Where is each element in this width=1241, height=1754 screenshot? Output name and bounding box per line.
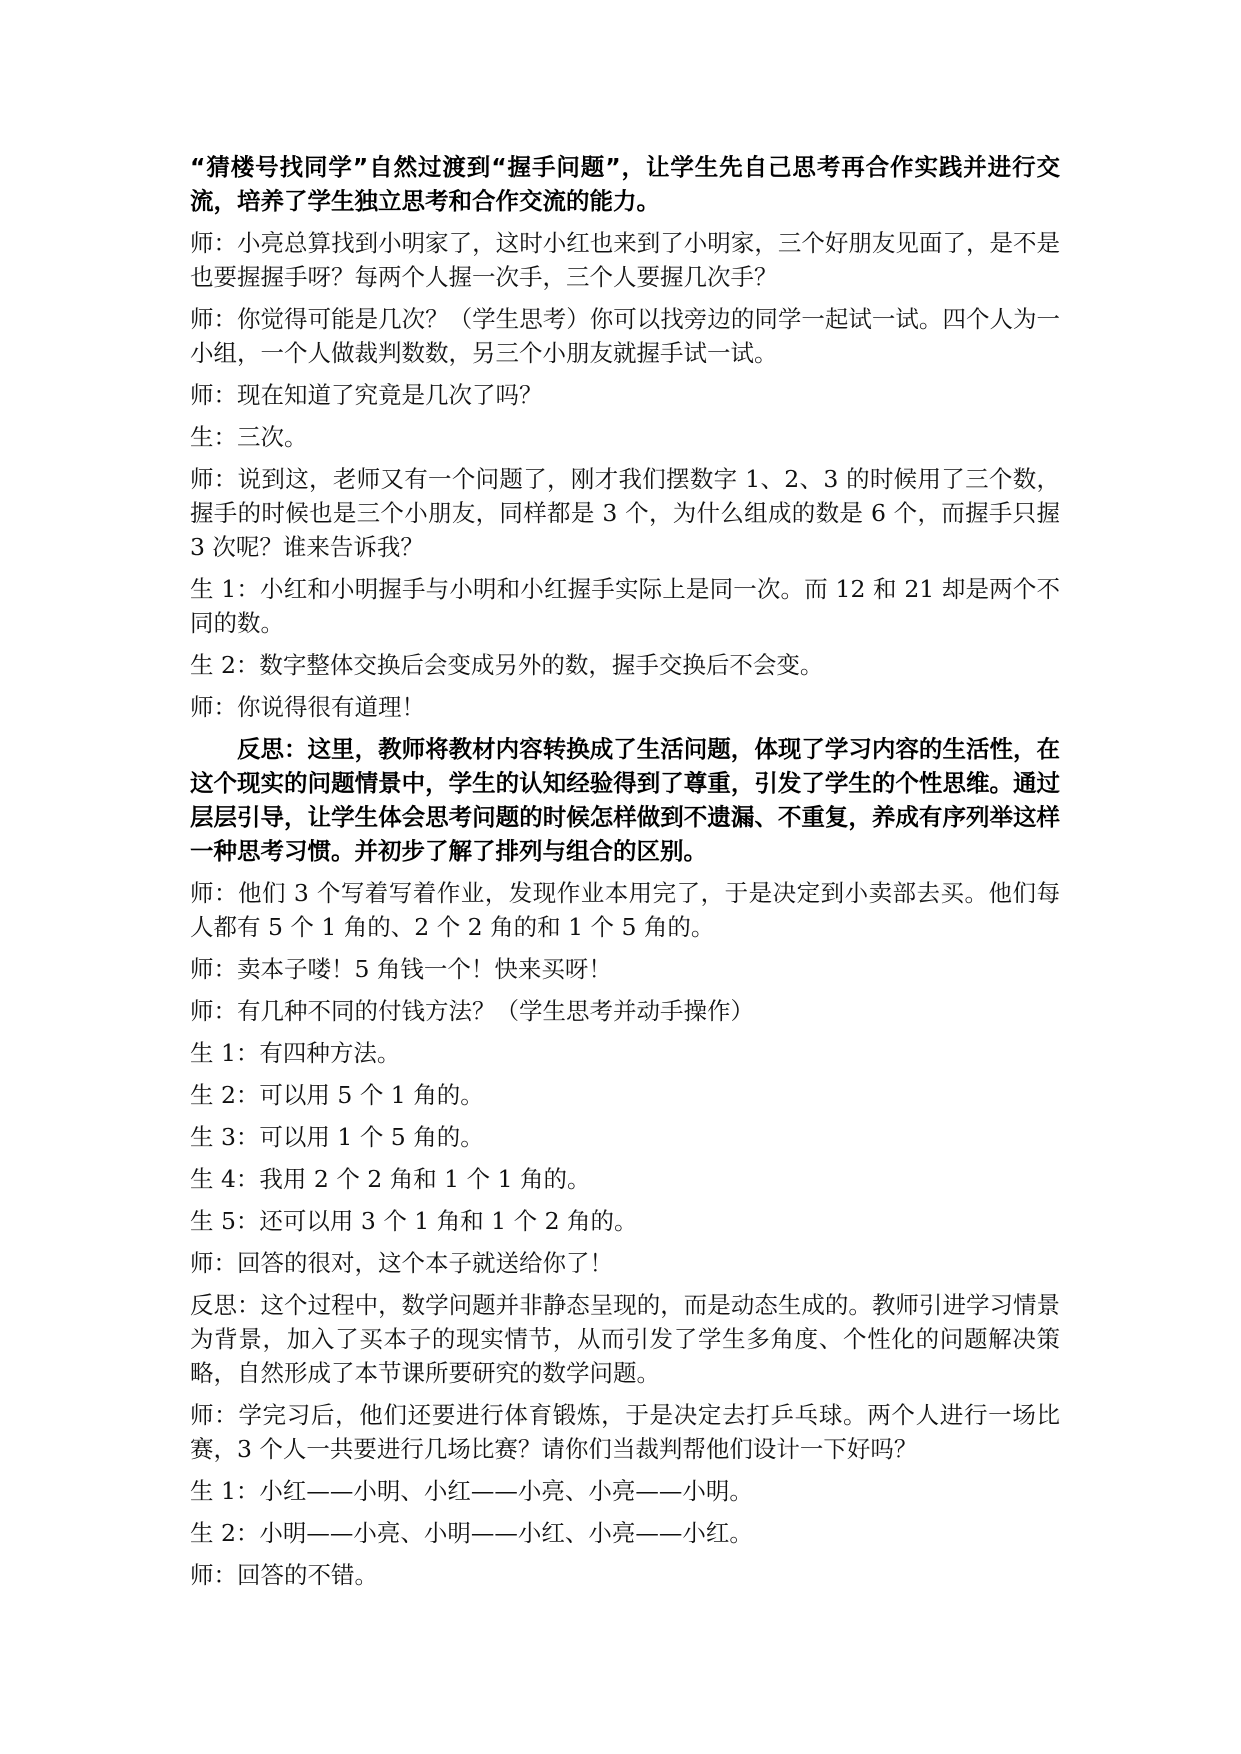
paragraph: 师：你说得很有道理！ <box>190 693 425 721</box>
reflection-paragraph: 反思：这个过程中，数学问题并非静态呈现的，而是动态生成的。教师引进学习情景为背景，加入了买本子的现实情节，从而引发了学生多角度、个性化的问题解决策略，自然形成了本节课所要研究的数学问题。 <box>190 1291 1060 1387</box>
paragraph: 师：说到这，老师又有一个问题了，刚才我们摆数字 1、2、3 的时候用了三个数，握手的时候也是三个小朋友，同样都是 3 个，为什么组成的数是 6 个，而握手只握 3 次呢？谁来告诉我？ <box>190 465 1060 561</box>
paragraph: 师：小亮总算找到小明家了，这时小红也来到了小明家，三个好朋友见面了，是不是也要握握手呀？每两个人握一次手，三个人要握几次手？ <box>190 229 1060 291</box>
paragraph: 师：回答的不错。 <box>190 1561 378 1589</box>
paragraph: 生 1：有四种方法。 <box>190 1039 401 1067</box>
paragraph: 生：三次。 <box>190 423 308 451</box>
paragraph: 生 1：小红——小明、小红——小亮、小亮——小明。 <box>190 1477 753 1505</box>
paragraph: 生 2：数字整体交换后会变成另外的数，握手交换后不会变。 <box>190 651 824 679</box>
paragraph: 师：有几种不同的付钱方法？（学生思考并动手操作） <box>190 997 754 1025</box>
paragraph: 生 4：我用 2 个 2 角和 1 个 1 角的。 <box>190 1165 591 1193</box>
paragraph: 师：回答的很对，这个本子就送给你了！ <box>190 1249 613 1277</box>
reflection-paragraph: 反思：这里，教师将教材内容转换成了生活问题，体现了学习内容的生活性，在这个现实的问题情景中，学生的认知经验得到了尊重，引发了学生的个性思维。通过层层引导，让学生体会思考问题的时候怎样做到不遗漏、不重复，养成有序列举这样一种思考习惯。并初步了解了排列与组合的区别。 <box>190 735 1060 865</box>
paragraph: 师：学完习后，他们还要进行体育锻炼，于是决定去打乒乓球。两个人进行一场比赛，3 个人一共要进行几场比赛？请你们当裁判帮他们设计一下好吗？ <box>190 1401 1060 1463</box>
paragraph: 生 3：可以用 1 个 5 角的。 <box>190 1123 484 1151</box>
document-body <box>190 150 1060 1600</box>
paragraph: 师：你觉得可能是几次？（学生思考）你可以找旁边的同学一起试一试。四个人为一小组，一个人做裁判数数，另三个小朋友就握手试一试。 <box>190 305 1060 367</box>
paragraph: 生 2：可以用 5 个 1 角的。 <box>190 1081 484 1109</box>
paragraph: 师：他们 3 个写着写着作业，发现作业本用完了，于是决定到小卖部去买。他们每人都有 5 个 1 角的、2 个 2 角的和 1 个 5 角的。 <box>190 879 1060 941</box>
paragraph: 生 5：还可以用 3 个 1 角和 1 个 2 角的。 <box>190 1207 638 1235</box>
paragraph: 生 1：小红和小明握手与小明和小红握手实际上是同一次。而 12 和 21 却是两个不同的数。 <box>190 575 1060 637</box>
paragraph: 师：现在知道了究竟是几次了吗？ <box>190 381 543 409</box>
paragraph: “猜楼号找同学”自然过渡到“握手问题”，让学生先自己思考再合作实践并进行交流，培养了学生独立思考和合作交流的能力。 <box>190 153 1060 215</box>
paragraph: 生 2：小明——小亮、小明——小红、小亮——小红。 <box>190 1519 753 1547</box>
paragraph: 师：卖本子喽！5 角钱一个！快来买呀！ <box>190 955 612 983</box>
